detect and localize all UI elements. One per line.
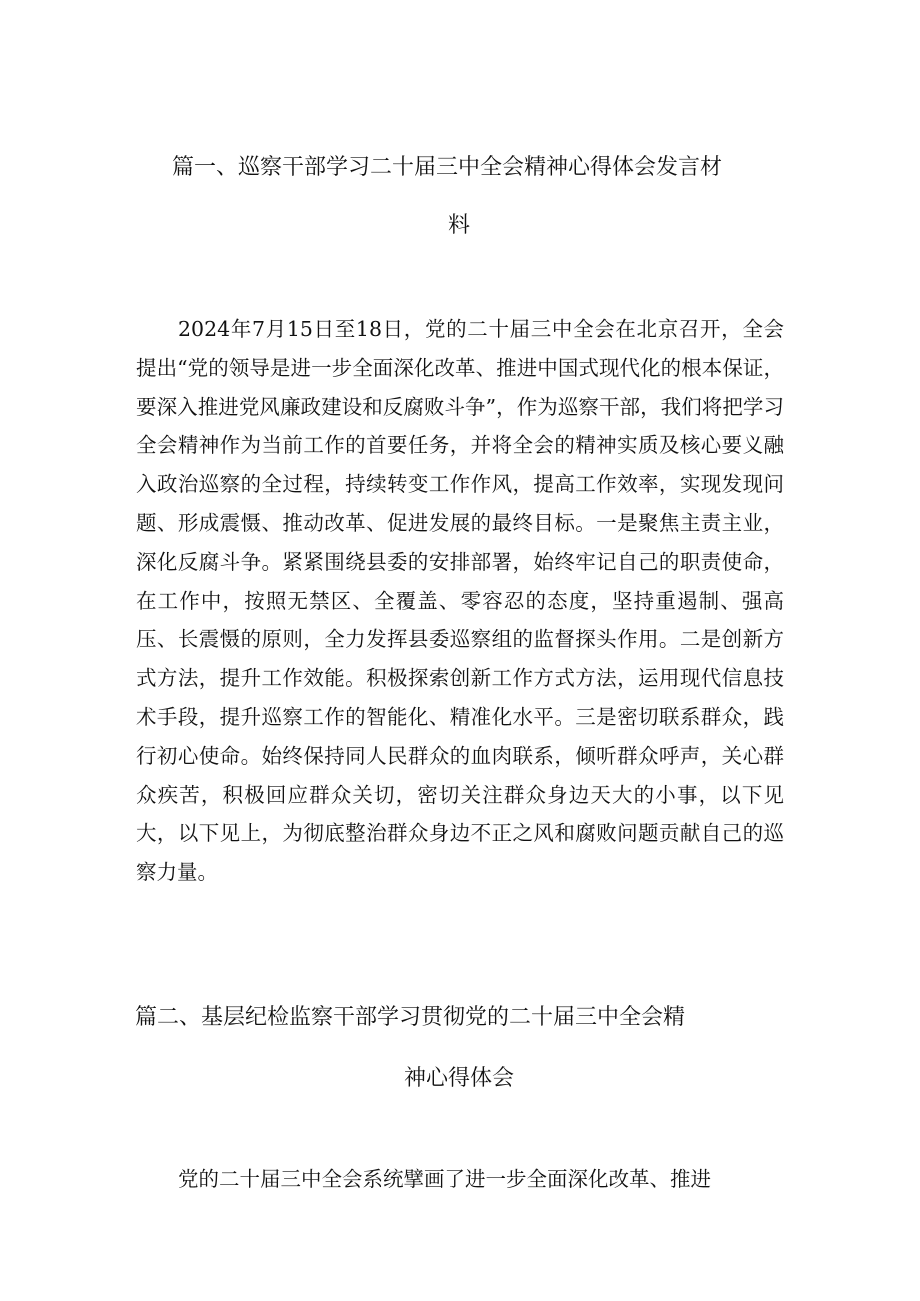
section1-paragraph: 2024年7月15日至18日，党的二十届三中全会在北京召开，全会提出“党的领导是进一步全面深化改革、推进中国式现代化的根本保证，要深入推进党风廉政建设和反腐败斗争”，作为巡察干部，我们将把学习全会精神作为当前工作的首要任务，并将全会的精神实质及核心要义融入政治巡察的全过程，持续转变工作作风，提高工作效率，实现发现问题、形成震慑、推动改革、促进发展的最终目标。一是聚焦主责主业，深化反腐斗争。紧紧围绕县委的安排部署，始终牢记自己的职责使命，在工作中，按照无禁区、全覆盖、零容忍的态度，坚持重遏制、强高压、长震慑的原则，全力发挥县委巡察组的监督探头作用。二是创新方式方法，提升工作效能。积极探索创新工作方式方法，运用现代信息技术手段，提升巡察工作的智能化、精准化水平。三是密切联系群众，践行初心使命。始终保持同人民群众的血肉联系，倾听群众呼声，关心群众疾苦，积极回应群众关切，密切关注群众身边天大的小事，以下见大，以下见上，为彻底整治群众身边不正之风和腐败问题贡献自己的巡察力量。 [136,317,784,885]
section2-title-line2: 神心得体会 [404,1066,515,1091]
section1-title-line1: 篇一、巡察干部学习二十届三中全会精神心得体会发言材 [172,155,723,180]
section2-paragraph-start: 党的二十届三中全会系统擘画了进一步全面深化改革、推进 [178,1167,711,1191]
section2-title-line1: 篇二、基层纪检监察干部学习贯彻党的二十届三中全会精 [135,1005,686,1030]
section1-title-line2: 料 [448,213,471,238]
